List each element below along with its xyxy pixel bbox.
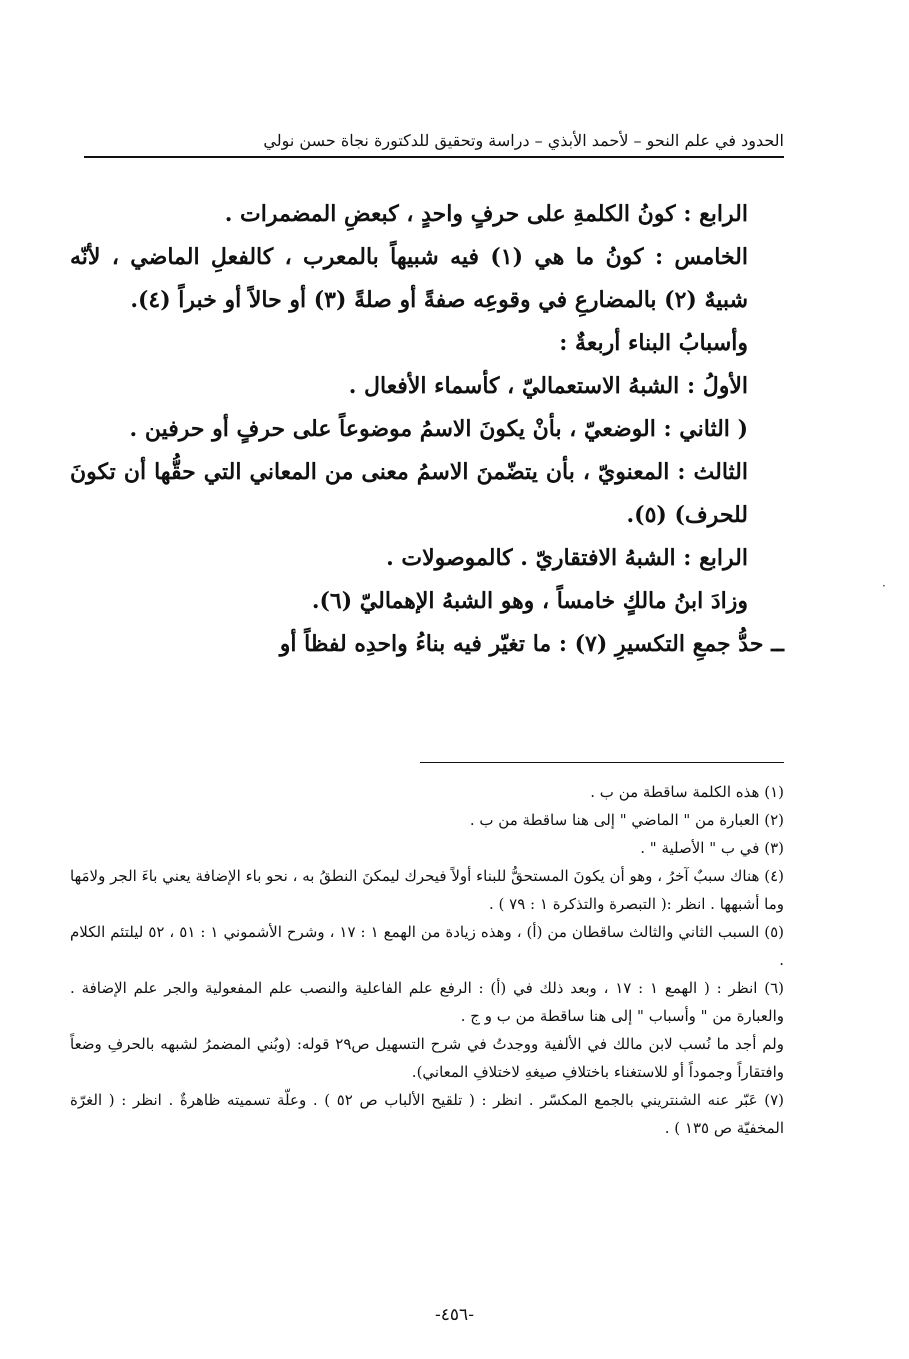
running-title: الحدود في علم النحو – لأحمد الأبذي – دراسة وتحقيق للدكتورة نجاة حسن نولي <box>263 131 784 150</box>
footnote-7: (٧) عَبّر عنه الشنتريني بالجمع المكسّر . انظر : ( تلقيح الألباب ص ٥٢ ) . وعلّة تسميته ظاهرةٌ . انظر : ( الغرّة المخفيّة ص ١٣٥ ) . <box>70 1091 784 1137</box>
footnote-5: (٥) السبب الثاني والثالث ساقطان من (أ) ، وهذه زيادة من الهمع ١ : ١٧ ، وشرح الأشموني ١ : ٥١ ، ٥٢ ليلتئم الكلام . <box>70 923 785 969</box>
footnote-3: (٣) في ب " الأصلية " . <box>640 839 784 857</box>
footnote-2: (٢) العبارة من " الماضي " إلى هنا ساقطة من ب . <box>469 811 784 829</box>
footnote-separator <box>420 762 784 763</box>
paragraph-fourth-cause-pronouns: الرابع : كونُ الكلمةِ على حرفٍ واحدٍ ، كبعضِ المضمرات . <box>224 201 748 227</box>
paragraph-causes-of-building: وأسبابُ البناء أربعةٌ : <box>559 330 748 356</box>
footnotes <box>70 778 784 1142</box>
paragraph-fifth-cause: الخامس : كونُ ما هي (١) فيه شبيهاً بالمعرب ، كالفعلِ الماضي ، لأنّه شبيهٌ (٢) بالمضارعِ في وقوعِه صفةً أو صلةً (٣) أو حالاً أو خبراً (٤). <box>70 244 748 313</box>
paragraph-second-positional: ( الثاني : الوضعيّ ، بأنْ يكونَ الاسمُ موضوعاً على حرفٍ أو حرفين . <box>129 416 748 442</box>
main-text <box>70 193 784 666</box>
footnote-4: (٤) هناك سببٌ آخرُ ، وهو أن يكونَ المستحقُّ للبناء أولاً فيحرك ليمكنَ النطقُ به ، نحو باء الإضافة يعني باءَ الجر ولامَها وما أشبهها . انظر :( التبصرة والتذكرة ١ : ٧٩ ) . <box>70 867 784 913</box>
footnote-6-continuation: ولم أجد ما نُسب لابن مالك في الألفية ووجدتُ في شرح التسهيل ص٢٩ قوله: (وبُني المضمرُ لشبهه بالحرفِ وضعاً وافتقاراً وجموداً أو للاستغناء باختلافِ صيغهِ لاختلافِ المعاني). <box>70 1035 784 1081</box>
paragraph-third-semantic: الثالث : المعنويّ ، بأن يتضّمنَ الاسمُ معنى من المعاني التي حقُّها أن تكونَ للحرف) (٥). <box>70 459 748 528</box>
margin-dot: · <box>882 579 886 593</box>
footnote-1: (١) هذه الكلمة ساقطة من ب . <box>590 783 784 801</box>
paragraph-ibn-malik-fifth: وزادَ ابنُ مالكٍ خامساً ، وهو الشبهُ الإهماليّ (٦). <box>311 588 748 614</box>
paragraph-first-usage: الأولُ : الشبهُ الاستعماليّ ، كأسماء الأفعال . <box>348 373 748 399</box>
page-number: -٤٥٦- <box>435 1305 474 1325</box>
header-rule <box>84 156 784 158</box>
footnote-6: (٦) انظر : ( الهمع ١ : ١٧ ، وبعد ذلك في (أ) : الرفع علم الفاعلية والنصب علم المفعولية والجر علم الإضافة . والعبارة من " وأسباب " إلى هنا ساقطة من ب و ج . <box>70 979 784 1025</box>
paragraph-broken-plural-definition: ــ حدُّ جمعِ التكسيرِ (٧) : ما تغيّر فيه بناءُ واحدِه لفظاً أو <box>279 631 784 657</box>
paragraph-fourth-dependency: الرابع : الشبهُ الافتقاريّ . كالموصولات . <box>386 545 748 571</box>
